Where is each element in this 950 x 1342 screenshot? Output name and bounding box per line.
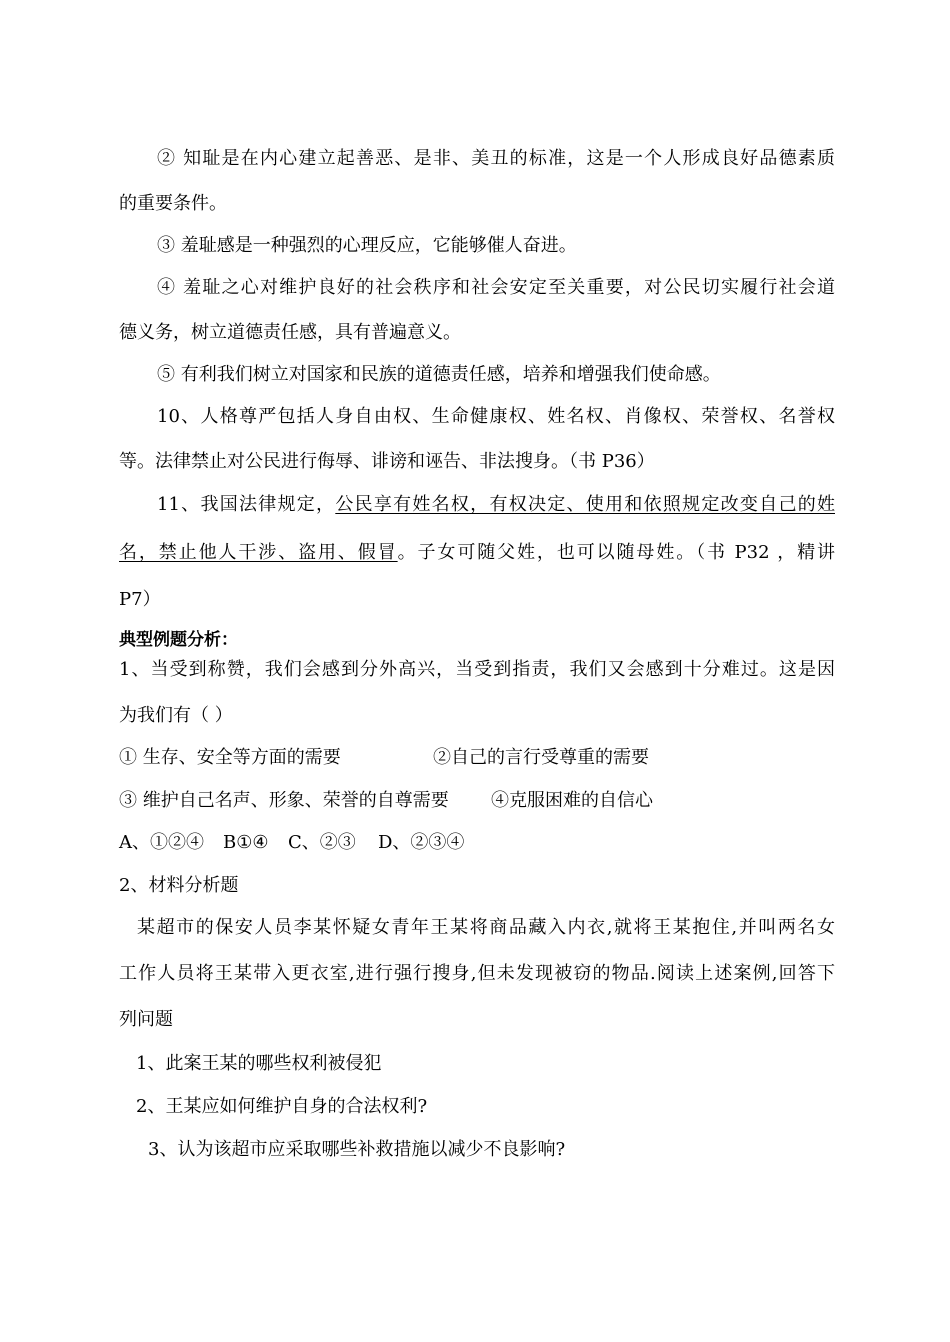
item-11-underlined-1: 公民享有姓名权，有权决定、使用和依照规定改变自己的姓 — [335, 494, 835, 515]
item-11-line-2 — [119, 541, 835, 565]
q1-options-row-2 — [119, 789, 835, 813]
q1-option-3: ③ 维护自己名声、形象、荣誉的自尊需要 — [119, 790, 449, 811]
item-4-line-2: 德义务，树立道德责任感，具有普遍意义。 — [119, 322, 461, 343]
item-2-line-1: ② 知耻是在内心建立起善恶、是非、美丑的标准，这是一个人形成良好品德素质 — [157, 148, 835, 169]
q1-options-row-1 — [119, 746, 835, 770]
q1-choice-a: A、①②④ — [119, 832, 204, 853]
item-11-suffix: 。子女可随父姓，也可以随母姓。（书 P32 ，精讲 — [397, 542, 836, 563]
item-5-line: ⑤ 有利我们树立对国家和民族的道德责任感，培养和增强我们使命感。 — [157, 364, 721, 385]
q2-material-line-2: 工作人员将王某带入更衣室,进行强行搜身,但未发现被窃的物品.阅读上述案例,回答下 — [119, 963, 835, 984]
item-11-underlined-2: 名，禁止他人干涉、盗用、假冒 — [119, 542, 398, 563]
q2-subquestion-1: 1、此案王某的哪些权利被侵犯 — [136, 1053, 382, 1074]
q2-material-line-1: 某超市的保安人员李某怀疑女青年王某将商品藏入内衣,就将王某抱住,并叫两名女 — [137, 917, 835, 938]
item-10-line-2: 等。法律禁止对公民进行侮辱、诽谤和诬告、非法搜身。（书 P36） — [119, 451, 655, 472]
q2-material-line-3: 列问题 — [119, 1009, 173, 1030]
q1-choices — [119, 831, 835, 855]
q1-choice-b: B①④ — [223, 832, 269, 853]
item-2-line-2: 的重要条件。 — [119, 193, 227, 214]
q1-stem-line-2: 为我们有（ ） — [119, 705, 233, 726]
item-11-line-3: P7） — [119, 589, 161, 610]
q1-choice-d: D、②③④ — [378, 832, 465, 853]
q1-option-2: ②自己的言行受尊重的需要 — [433, 747, 649, 768]
item-3-line: ③ 羞耻感是一种强烈的心理反应，它能够催人奋进。 — [157, 235, 577, 256]
item-4-line-1: ④ 羞耻之心对维护良好的社会秩序和社会安定至关重要，对公民切实履行社会道 — [157, 277, 835, 298]
q1-option-1: ① 生存、安全等方面的需要 — [119, 747, 341, 768]
item-10-line-1: 10、人格尊严包括人身自由权、生命健康权、姓名权、肖像权、荣誉权、名誉权 — [157, 406, 835, 427]
item-11-line-1 — [157, 493, 835, 517]
item-11-prefix: 11、我国法律规定， — [157, 494, 336, 515]
q1-option-4: ④克服困难的自信心 — [491, 790, 653, 811]
q2-title: 2、材料分析题 — [119, 875, 239, 896]
q1-stem-line-1: 1、当受到称赞，我们会感到分外高兴，当受到指责，我们又会感到十分难过。这是因 — [119, 659, 835, 680]
q2-subquestion-2: 2、王某应如何维护自身的合法权利? — [136, 1096, 428, 1117]
section-title: 典型例题分析： — [119, 630, 238, 650]
q1-choice-c: C、②③ — [288, 832, 356, 853]
q2-subquestion-3: 3、认为该超市应采取哪些补救措施以减少不良影响? — [148, 1139, 566, 1160]
